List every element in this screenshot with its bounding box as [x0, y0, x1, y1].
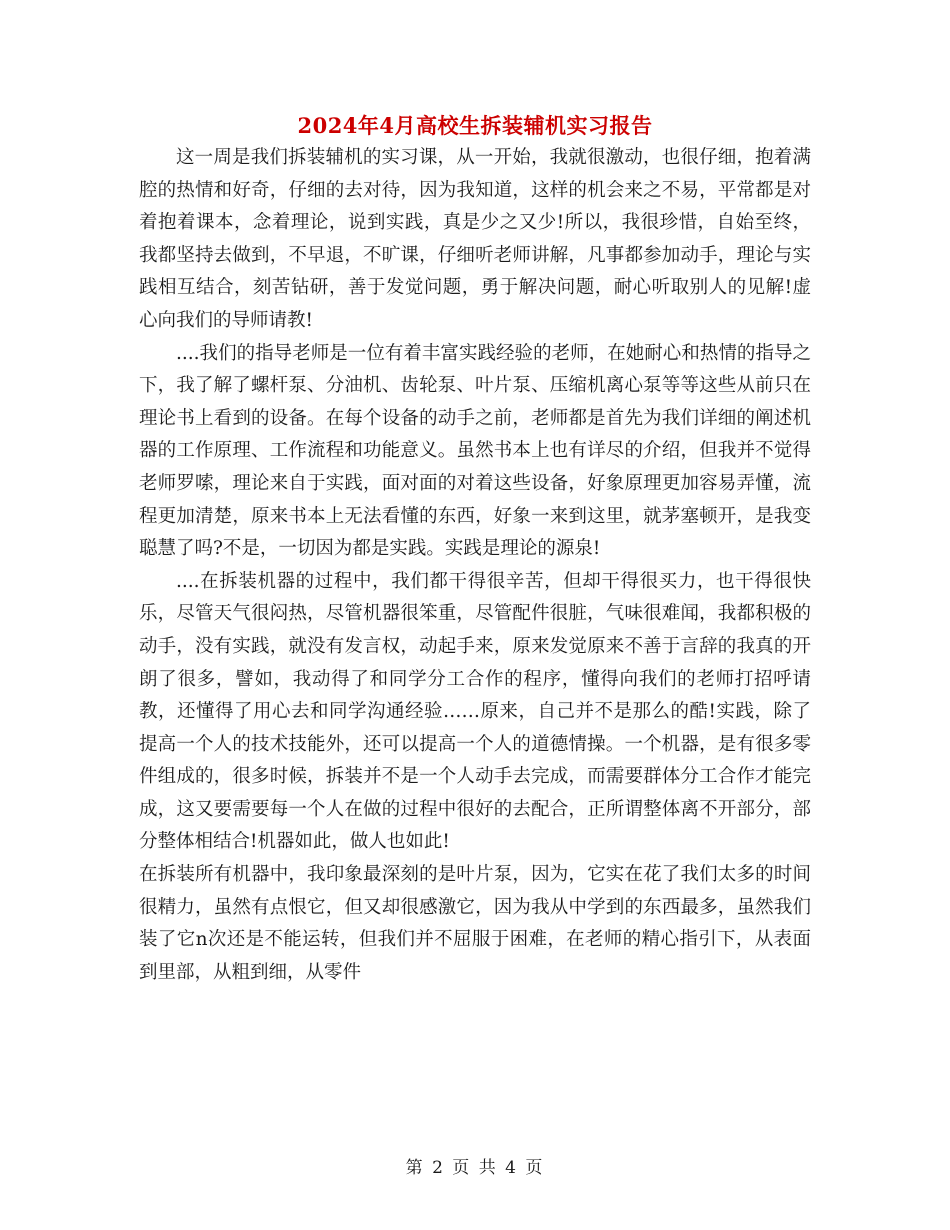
document-body — [139, 142, 811, 989]
page-number-footer: 第 2 页 共 4 页 — [405, 1158, 545, 1178]
paragraph-3: ....在拆装机器的过程中，我们都干得很辛苦，但却干得很买力，也干得很快乐，尽管天气很闷热，尽管机器很笨重，尽管配件很脏，气味很难闻，我都积极的动手，没有实践，就没有发言权，动起手来，原来发觉原来不善于言辞的我真的开朗了很多，譬如，我动得了和同学分工合作的程序，懂得向我们的老师打招呼请教，还懂得了用心去和同学沟通经验……原来，自己并不是那么的酷!实践，除了提高一个人的技术技能外，还可以提高一个人的道德情操。一个机器，是有很多零件组成的，很多时候，拆装并不是一个人动手去完成，而需要群体分工合作才能完成，这又要需要每一个人在做的过程中很好的去配合，正所谓整体离不开部分，部分整体相结合!机器如此，做人也如此! — [139, 570, 811, 853]
paragraph-1: 这一周是我们拆装辅机的实习课，从一开始，我就很激动，也很仔细，抱着满腔的热情和好奇，仔细的去对待，因为我知道，这样的机会来之不易，平常都是对着抱着课本，念着理论，说到实践，真是少之又少!所以，我很珍惜，自始至终，我都坚持去做到，不早退，不旷课，仔细听老师讲解，凡事都参加动手，理论与实践相互结合，刻苦钻研，善于发觉问题，勇于解决问题，耐心听取别人的见解!虚心向我们的导师请教! — [139, 147, 811, 331]
document-title: 2024年4月高校生拆装辅机实习报告 — [297, 113, 653, 138]
paragraph-4: 在拆装所有机器中，我印象最深刻的是叶片泵，因为，它实在花了我们太多的时间很精力，虽然有点恨它，但又却很感激它，因为我从中学到的东西最多，虽然我们装了它n次还是不能运转，但我们并不屈服于困难，在老师的精心指引下，从表面到里部，从粗到细，从零件 — [139, 864, 811, 983]
paragraph-2: ....我们的指导老师是一位有着丰富实践经验的老师，在她耐心和热情的指导之下，我了解了螺杆泵、分油机、齿轮泵、叶片泵、压缩机离心泵等等这些从前只在理论书上看到的设备。在每个设备的动手之前，老师都是首先为我们详细的阐述机器的工作原理、工作流程和功能意义。虽然书本上也有详尽的介绍，但我并不觉得老师罗嗦，理论来自于实践，面对面的对着这些设备，好象原理更加容易弄懂，流程更加清楚，原来书本上无法看懂的东西，好象一来到这里，就茅塞顿开，是我变聪慧了吗?不是，一切因为都是实践。实践是理论的源泉! — [139, 342, 811, 560]
